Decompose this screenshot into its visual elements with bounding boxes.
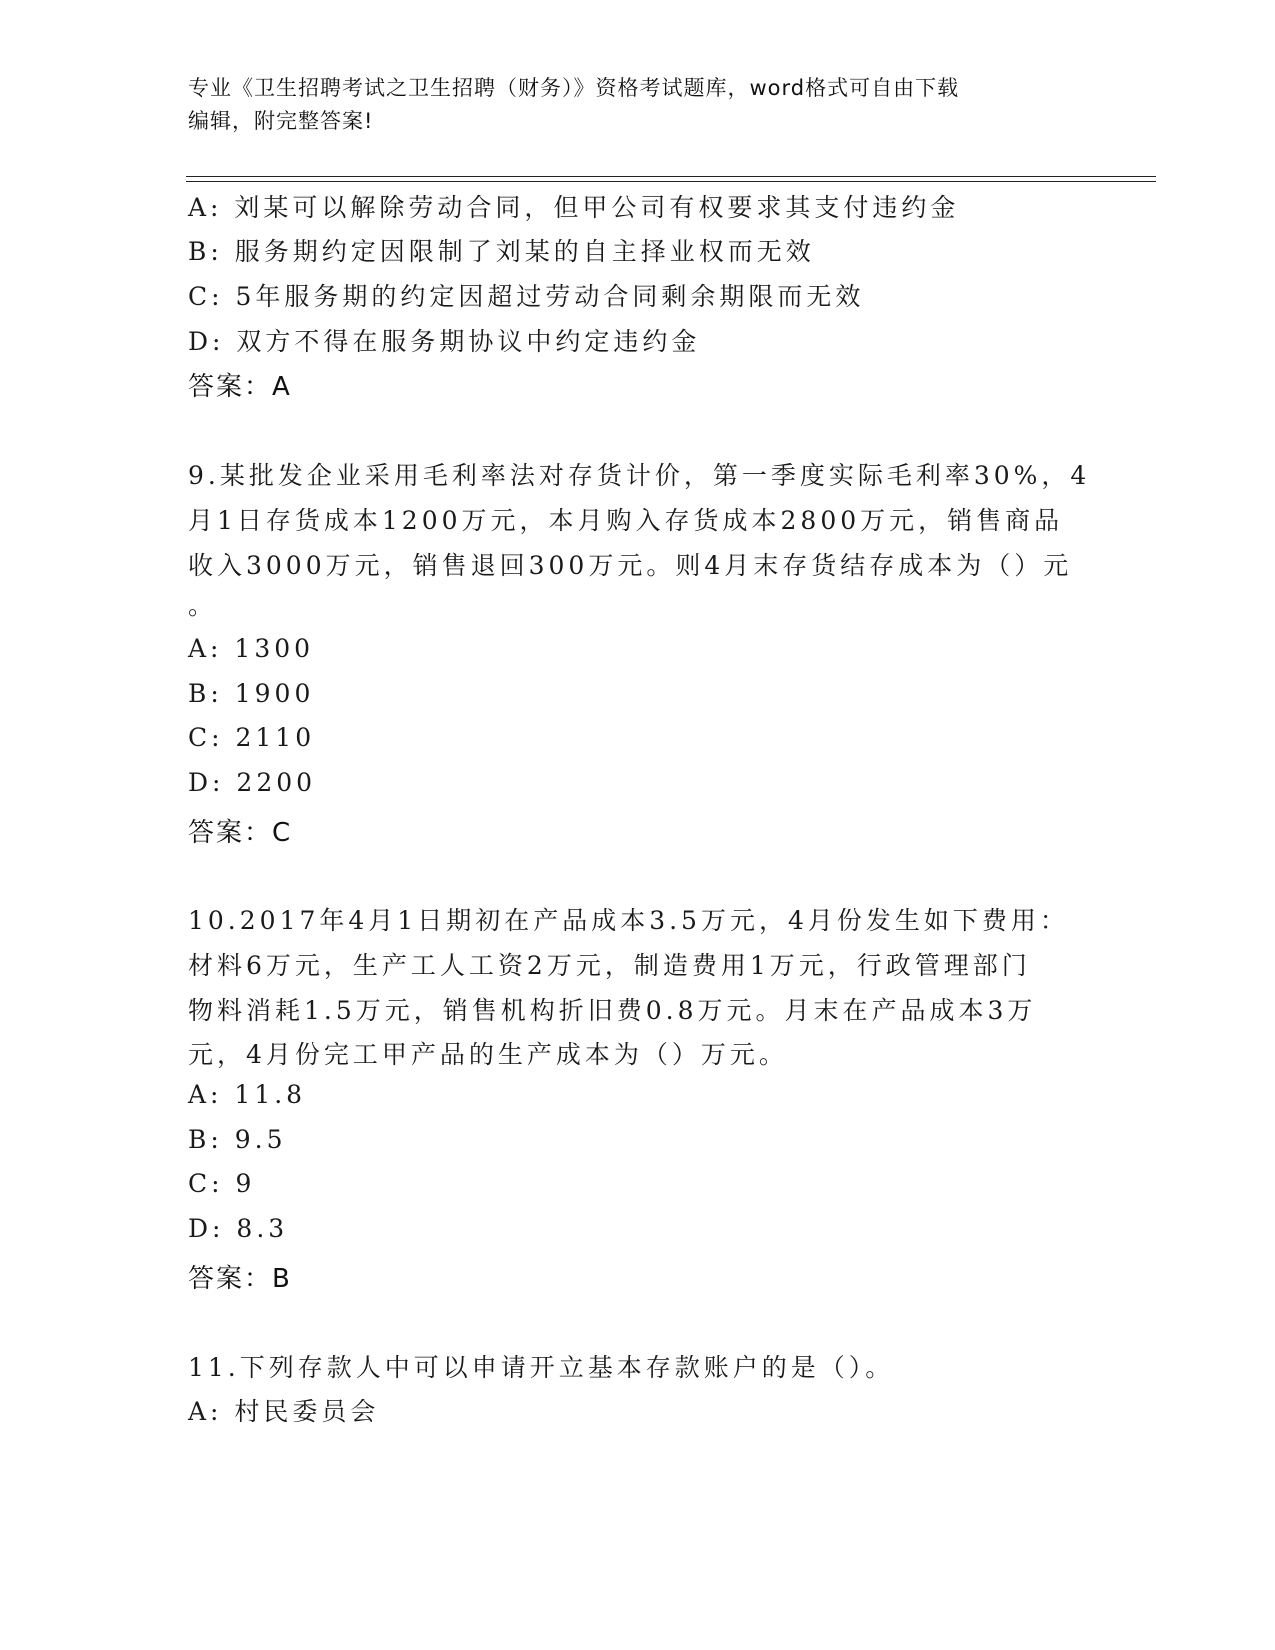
q9-text-line-2: 月1日存货成本1200万元，本月购入存货成本2800万元，销售商品 (188, 506, 1064, 535)
q9-answer: 答案：C (188, 818, 293, 848)
q10-text-line-2: 材料6万元，生产工人工资2万元，制造费用1万元，行政管理部门 (188, 951, 1031, 980)
q9-option-d: D: 2200 (188, 768, 317, 797)
q9-option-c: C: 2110 (188, 723, 316, 752)
header-line-1: 专业《卫生招聘考试之卫生招聘（财务）》资格考试题库，word格式可自由下载 (188, 76, 960, 100)
q10-option-d: D: 8.3 (188, 1214, 289, 1243)
q8-answer: 答案：A (188, 372, 292, 402)
q11-option-a: A: 村民委员会 (188, 1397, 380, 1426)
q11-text-line-1: 11.下列存款人中可以申请开立基本存款账户的是（）。 (188, 1353, 895, 1382)
q8-option-d: D: 双方不得在服务期协议中约定违约金 (188, 327, 701, 356)
q9-text-line-1: 9.某批发企业采用毛利率法对存货计价，第一季度实际毛利率30%，4 (188, 461, 1091, 490)
q10-text-line-4: 元，4月份完工甲产品的生产成本为（）万元。 (188, 1040, 788, 1069)
header-rule-bottom (186, 181, 1156, 182)
q8-option-b: B: 服务期约定因限制了刘某的自主择业权而无效 (188, 237, 815, 266)
q10-option-a: A: 11.8 (188, 1080, 307, 1109)
q8-option-a: A: 刘某可以解除劳动合同，但甲公司有权要求其支付违约金 (188, 193, 960, 222)
q10-option-b: B: 9.5 (188, 1125, 287, 1154)
q9-text-line-3: 收入3000万元，销售退回300万元。则4月末存货结存成本为（）元 (188, 551, 1073, 580)
q10-option-c: C: 9 (188, 1169, 256, 1198)
q8-option-c: C: 5年服务期的约定因超过劳动合同剩余期限而无效 (188, 282, 865, 311)
document-header (188, 72, 1068, 138)
header-line-2: 编辑，附完整答案! (188, 109, 374, 133)
q10-text-line-3: 物料消耗1.5万元，销售机构折旧费0.8万元。月末在产品成本3万 (188, 996, 1037, 1025)
q9-option-a: A: 1300 (188, 634, 315, 663)
q9-option-b: B: 1900 (188, 679, 315, 708)
q9-text-line-4: 。 (188, 591, 218, 620)
q10-answer: 答案：B (188, 1264, 292, 1294)
header-rule-top (186, 176, 1156, 177)
q10-text-line-1: 10.2017年4月1日期初在产品成本3.5万元，4月份发生如下费用： (188, 906, 1069, 935)
